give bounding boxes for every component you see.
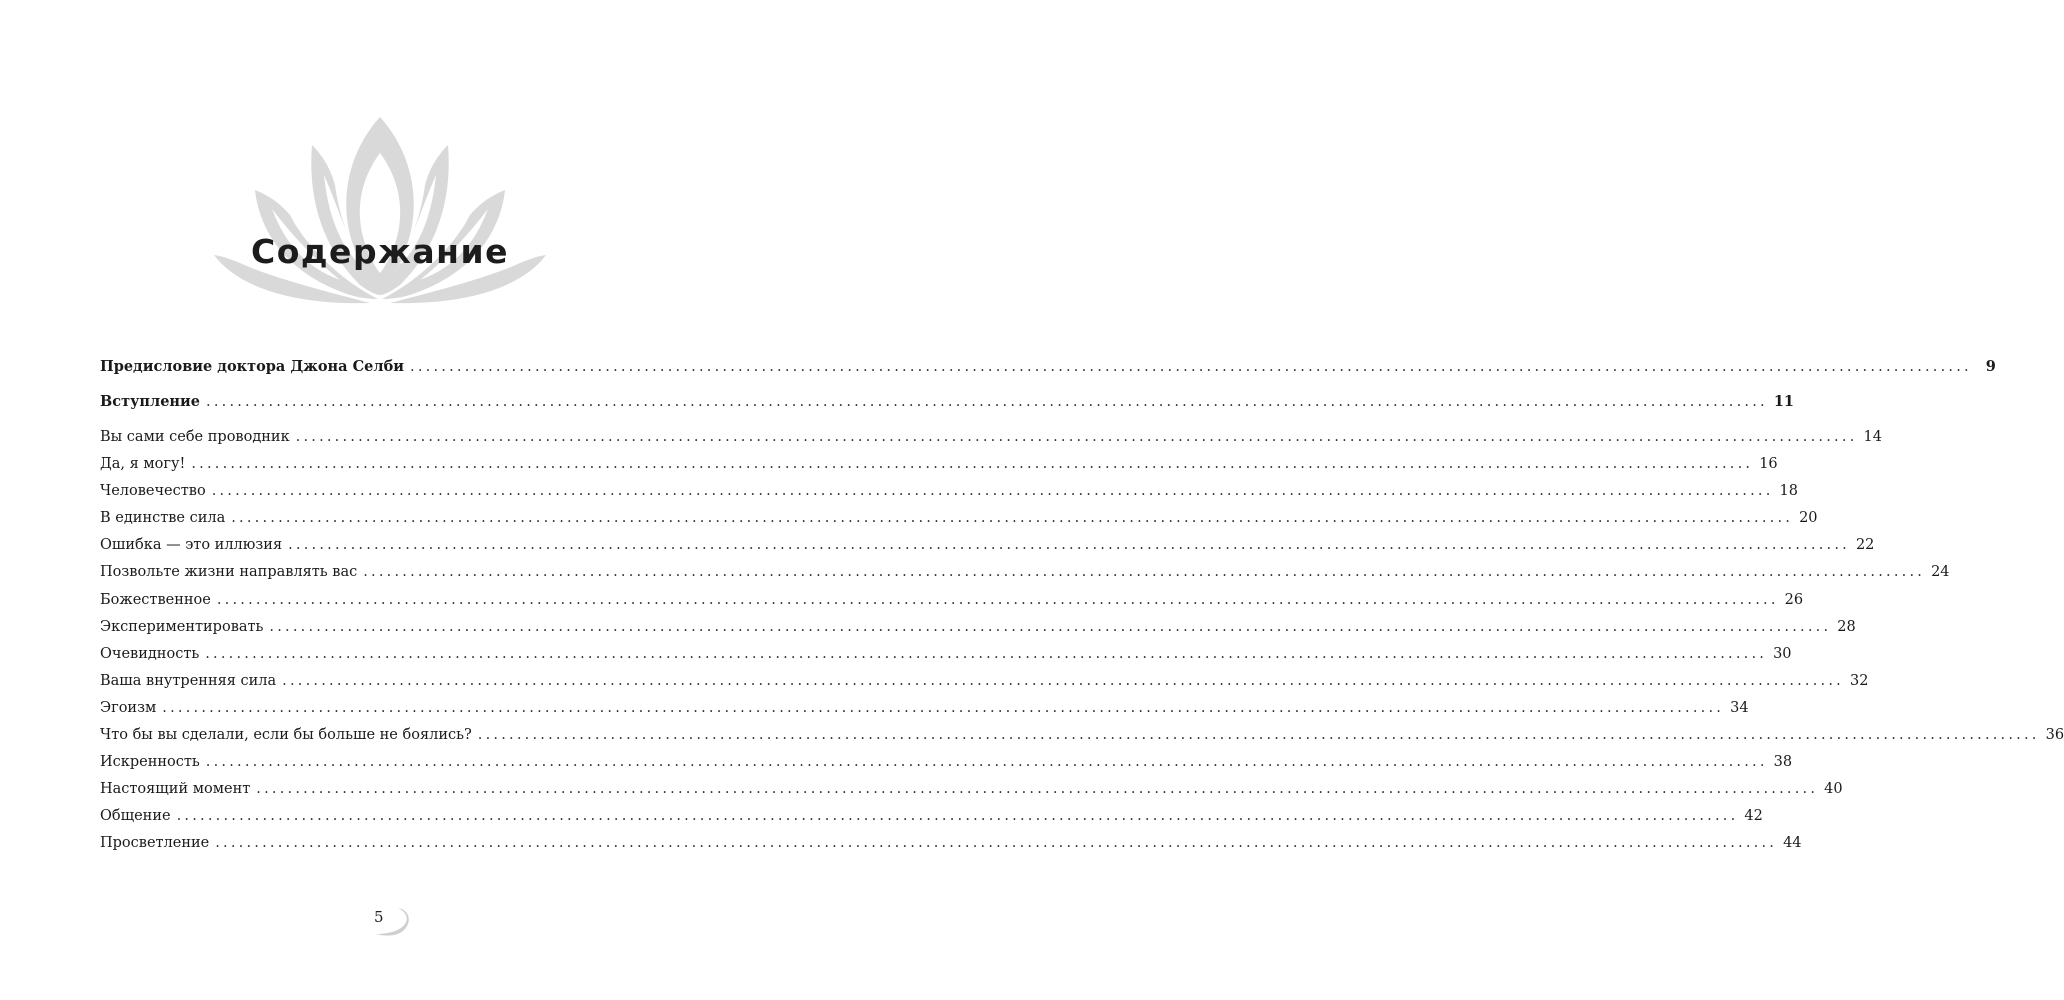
toc-leader-dots: ........................................................................................................................................................................................................ — [231, 510, 1794, 527]
toc-entry — [100, 426, 1882, 448]
toc-entry — [100, 670, 1869, 692]
toc-entry-page: 9 — [1985, 358, 1996, 375]
toc-entry-page: 22 — [1855, 537, 1875, 554]
toc-entry-title: Очевидность — [100, 645, 200, 662]
lotus-icon — [200, 105, 560, 315]
page-title: Содержание — [251, 232, 509, 271]
toc-entry — [100, 453, 1778, 475]
toc-entry — [100, 643, 1792, 665]
toc-entry-page: 11 — [1773, 393, 1795, 410]
toc-entry-page: 36 — [2045, 727, 2064, 744]
toc-leader-dots: ........................................................................................................................................................................................................ — [205, 645, 1768, 662]
toc-leader-dots: ........................................................................................................................................................................................................ — [205, 754, 1768, 771]
toc-entry — [100, 507, 1818, 529]
toc-leader-dots: ........................................................................................................................................................................................................ — [206, 394, 1768, 410]
table-of-contents — [100, 356, 2064, 860]
toc-entry — [100, 480, 1798, 502]
toc-entry-title: Ваша внутренняя сила — [100, 672, 277, 689]
toc-leader-dots: ........................................................................................................................................................................................................ — [282, 672, 1844, 689]
toc-leader-dots: ........................................................................................................................................................................................................ — [211, 483, 1774, 500]
toc-entry-title: Да, я могу! — [100, 456, 186, 473]
toc-entry — [100, 832, 1802, 854]
toc-entry-page: 14 — [1863, 429, 1882, 445]
toc-entry-title: Просветление — [100, 835, 210, 852]
toc-leader-dots: ........................................................................................................................................................................................................ — [176, 808, 1739, 825]
toc-leader-dots: ........................................................................................................................................................................................................ — [256, 781, 1819, 798]
toc-entry-title: Эгоизм — [100, 699, 157, 716]
toc-entry-page: 18 — [1779, 483, 1798, 500]
toc-entry-title: В единстве сила — [100, 510, 226, 527]
toc-entry — [100, 391, 1795, 413]
page-footer — [370, 904, 420, 938]
toc-entry-page: 30 — [1773, 645, 1792, 662]
toc-entry — [100, 697, 1749, 719]
toc-entry-title: Вступление — [100, 393, 201, 410]
toc-leader-dots: ........................................................................................................................................................................................................ — [363, 564, 1926, 581]
toc-leader-dots: ........................................................................................................................................................................................................ — [295, 429, 1858, 445]
toc-entry — [100, 616, 1856, 638]
toc-entry-page: 26 — [1784, 591, 1804, 608]
toc-entry — [100, 589, 1804, 611]
toc-entry — [100, 534, 1875, 556]
toc-entry-title: Вы сами себе проводник — [100, 429, 290, 445]
toc-entry-page: 44 — [1783, 835, 1802, 852]
toc-leader-dots: ........................................................................................................................................................................................................ — [162, 699, 1725, 716]
toc-leader-dots: ........................................................................................................................................................................................................ — [191, 456, 1754, 473]
toc-leader-dots: ........................................................................................................................................................................................................ — [216, 591, 1779, 608]
toc-entry-title: Божественное — [100, 591, 211, 608]
toc-entry-page: 16 — [1759, 456, 1778, 473]
toc-leader-dots: ........................................................................................................................................................................................................ — [477, 727, 2040, 744]
toc-entry-title: Настоящий момент — [100, 781, 251, 798]
toc-entry — [100, 561, 1950, 583]
page-number: 5 — [374, 908, 384, 926]
toc-entry-title: Позвольте жизни направлять вас — [100, 564, 358, 581]
toc-entry-page: 42 — [1744, 808, 1763, 825]
toc-leader-dots: ........................................................................................................................................................................................................ — [269, 618, 1832, 635]
toc-entry-page: 34 — [1730, 699, 1749, 716]
toc-entry-title: Предисловие доктора Джона Селби — [100, 358, 405, 375]
toc-entry — [100, 778, 1843, 800]
toc-leader-dots: ........................................................................................................................................................................................................ — [215, 835, 1778, 852]
toc-entry-title: Что бы вы сделали, если бы больше не боялись? — [100, 727, 472, 744]
toc-entry-title: Человечество — [100, 483, 206, 500]
toc-entry — [100, 751, 1793, 773]
toc-entry — [100, 805, 1763, 827]
toc-entry-page: 32 — [1849, 672, 1869, 689]
toc-leader-dots: ........................................................................................................................................................................................................ — [410, 359, 1972, 375]
toc-entry-page: 20 — [1799, 510, 1818, 527]
toc-entry-page: 40 — [1824, 781, 1843, 798]
toc-entry-title: Экспериментировать — [100, 618, 264, 635]
toc-leader-dots: ........................................................................................................................................................................................................ — [288, 537, 1850, 554]
toc-entry — [100, 356, 1996, 378]
toc-entry-title: Ошибка — это иллюзия — [100, 537, 283, 554]
toc-entry-page: 24 — [1931, 564, 1950, 581]
toc-entry-title: Искренность — [100, 754, 200, 771]
toc-entry-page: 38 — [1773, 754, 1793, 771]
toc-entry-title: Общение — [100, 808, 171, 825]
toc-entry-page: 28 — [1837, 618, 1856, 635]
toc-entry — [100, 724, 2064, 746]
